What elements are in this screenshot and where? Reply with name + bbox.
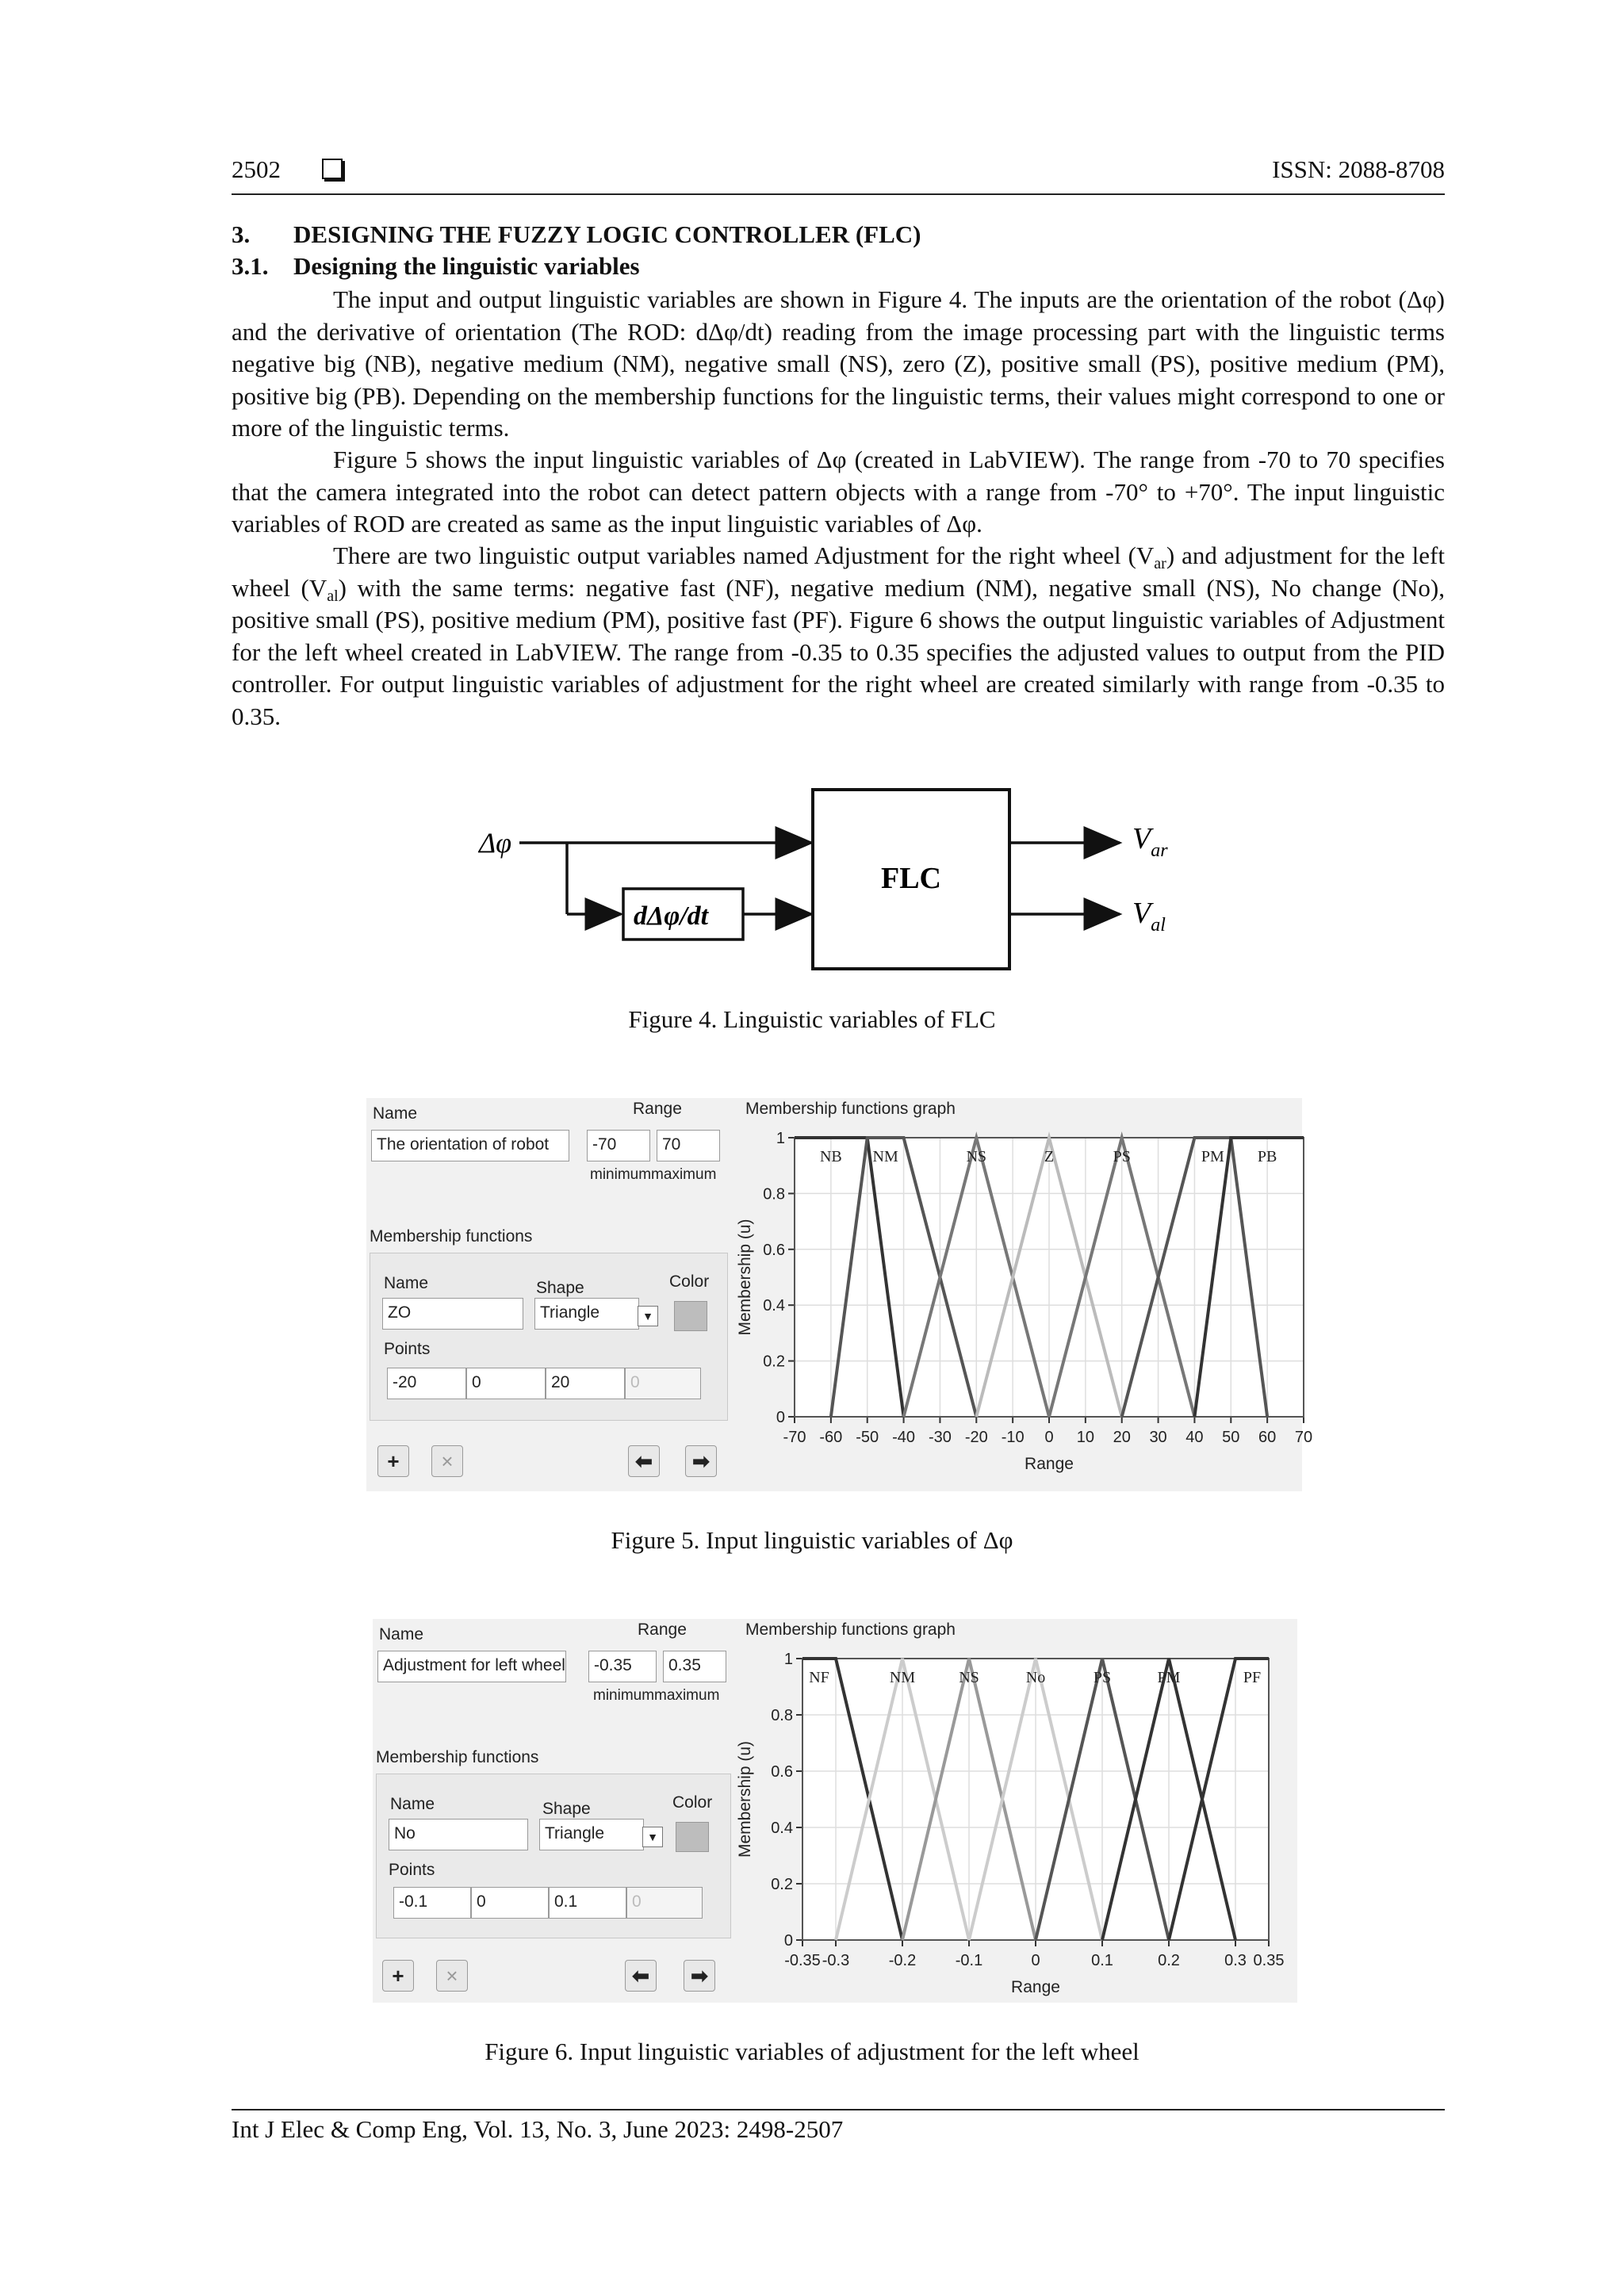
point-input-2[interactable]: 0 [471, 1887, 549, 1919]
y-tick-label: 0.4 [771, 1820, 793, 1837]
figure-6-panel [373, 1619, 1297, 2003]
y-tick-label: 1 [776, 1130, 785, 1147]
x-tick-label: 50 [1222, 1429, 1240, 1446]
y-tick-label: 0.8 [771, 1707, 793, 1724]
x-tick-label: -10 [1001, 1429, 1025, 1446]
series-label-ns: NS [959, 1669, 979, 1686]
name-label: Name [373, 1104, 418, 1123]
series-label-nb: NB [819, 1148, 842, 1165]
paragraph-2: Figure 5 shows the input linguistic variables of Δφ (created in LabVIEW). The range from -70 to 70 specifies that the camera integrated into the robot can detect pattern objects with a range from -70° to +70°. The input linguistic variables of ROD are created as same as the input linguistic variables of Δφ. [232, 446, 1445, 538]
point-input-4[interactable]: 0 [626, 1887, 703, 1919]
color-swatch[interactable] [676, 1822, 709, 1852]
arrow-left-icon[interactable]: ⬅ [625, 1960, 657, 1992]
point-input-1[interactable]: -0.1 [393, 1887, 471, 1919]
subsection-title: Designing the linguistic variables [293, 252, 640, 280]
y-tick-label: 0.2 [763, 1353, 785, 1371]
x-tick-label: -0.1 [955, 1952, 983, 1969]
series-label-ns: NS [966, 1148, 987, 1165]
variable-name-input[interactable]: Adjustment for left wheel [377, 1651, 566, 1682]
figure-6-chart [736, 1619, 1297, 2003]
range-min-input[interactable]: -0.35 [588, 1651, 657, 1682]
point-input-1[interactable]: -20 [387, 1368, 466, 1399]
series-label-ps: PS [1113, 1148, 1131, 1165]
figure-5-panel [366, 1098, 1313, 1491]
range-label: Range [638, 1621, 687, 1639]
point-input-3[interactable]: 0.1 [549, 1887, 626, 1919]
footer-citation: Int J Elec & Comp Eng, Vol. 13, No. 3, June 2023: 2498-2507 [232, 2115, 844, 2143]
mf-label: Membership functions [370, 1227, 533, 1246]
output-val-label: $V_{al}$ [1132, 897, 1166, 936]
series-label-ps: PS [1093, 1669, 1112, 1686]
input-delta-phi-label: Δφ [479, 827, 512, 859]
figure-5-caption: Figure 5. Input linguistic variables of Δφ [611, 1526, 1013, 1554]
y-tick-label: 0 [776, 1409, 785, 1426]
x-tick-label: 30 [1149, 1429, 1167, 1446]
x-tick-label: -30 [928, 1429, 952, 1446]
figure-4-caption: Figure 4. Linguistic variables of FLC [628, 1005, 996, 1033]
arrow-right-icon[interactable]: ➡ [684, 1960, 715, 1992]
figure-4-diagram [444, 777, 1205, 991]
series-label-pm: PM [1201, 1148, 1224, 1165]
figure-5-chart [736, 1098, 1313, 1491]
x-tick-label: -40 [892, 1429, 916, 1446]
square-icon [322, 159, 343, 179]
y-tick-label: 0.6 [771, 1763, 793, 1781]
x-tick-label: 60 [1258, 1429, 1277, 1446]
add-button[interactable]: + [382, 1960, 414, 1992]
series-label-pb: PB [1257, 1148, 1277, 1165]
mf-name-label: Name [384, 1274, 429, 1292]
points-label: Points [384, 1340, 431, 1358]
derivative-label: dΔφ/dt [634, 901, 709, 931]
series-label-nf: NF [809, 1669, 829, 1686]
figure-6-caption: Figure 6. Input linguistic variables of adjustment for the left wheel [485, 2038, 1139, 2065]
point-input-4[interactable]: 0 [625, 1368, 701, 1399]
x-tick-label: -70 [783, 1429, 806, 1446]
y-tick-label: 0.6 [763, 1241, 785, 1259]
x-tick-label: 0.35 [1253, 1952, 1285, 1969]
chevron-down-icon[interactable]: ▼ [638, 1306, 658, 1326]
shape-label: Shape [536, 1279, 584, 1297]
x-tick-label: 10 [1076, 1429, 1094, 1446]
series-label-nm: NM [889, 1669, 916, 1686]
range-max-input[interactable]: 70 [657, 1130, 720, 1161]
flc-label: FLC [881, 862, 941, 895]
x-tick-label: 40 [1185, 1429, 1204, 1446]
shape-label: Shape [542, 1800, 591, 1818]
chevron-down-icon[interactable]: ▼ [642, 1827, 663, 1847]
y-tick-label: 0.2 [771, 1876, 793, 1893]
x-axis-label: Range [1025, 1455, 1074, 1473]
minmax-label: minimummaximum [593, 1687, 720, 1704]
x-tick-label: -0.2 [888, 1952, 917, 1969]
x-tick-label: -0.3 [822, 1952, 850, 1969]
page-number: 2502 [232, 155, 281, 183]
variable-name-input[interactable]: The orientation of robot [371, 1130, 569, 1161]
arrow-right-icon[interactable]: ➡ [685, 1445, 717, 1477]
output-var-label: $V_{ar}$ [1132, 822, 1168, 861]
x-tick-label: -50 [856, 1429, 879, 1446]
range-max-input[interactable]: 0.35 [663, 1651, 726, 1682]
section-number: 3. [232, 220, 251, 248]
mf-label: Membership functions [376, 1748, 539, 1766]
color-swatch[interactable] [674, 1301, 707, 1331]
delete-button[interactable]: × [436, 1960, 468, 1992]
mf-name-input[interactable]: ZO [382, 1298, 523, 1330]
x-tick-label: -20 [964, 1429, 988, 1446]
y-tick-label: 0.4 [763, 1297, 785, 1315]
series-label-pf: PF [1243, 1669, 1262, 1686]
y-tick-label: 1 [783, 1651, 793, 1668]
x-tick-label: 0.2 [1158, 1952, 1180, 1969]
shape-select[interactable]: Triangle [534, 1298, 639, 1330]
color-label: Color [669, 1272, 710, 1291]
x-tick-label: 70 [1294, 1429, 1313, 1446]
y-axis-label: Membership (u) [736, 1740, 754, 1858]
range-label: Range [633, 1100, 682, 1118]
color-label: Color [672, 1793, 713, 1812]
x-axis-label: Range [1011, 1978, 1060, 1996]
subsection-number: 3.1. [232, 252, 269, 280]
add-button[interactable]: + [377, 1445, 409, 1477]
point-input-2[interactable]: 0 [466, 1368, 546, 1399]
range-min-input[interactable]: -70 [587, 1130, 650, 1161]
point-input-3[interactable]: 20 [546, 1368, 625, 1399]
points-label: Points [389, 1861, 435, 1879]
x-tick-label: 0 [1031, 1952, 1040, 1969]
graph-label: Membership functions graph [745, 1100, 956, 1118]
paragraph-3: There are two linguistic output variables named Adjustment for the right wheel $(V_{ar})$ and adjustment for the left wheel $(V_{al})$ with the same terms: negative fast (NF), negative medium (NM), negative small (NS), No change (No), positive small (PS), positive medium (PM), positive fast (PF). Figure 6 shows the output linguistic variables of Adjustment for the left wheel created in LabVIEW. The range from -0.35 to 0.35 specifies the adjusted values to output from the PID controller. For output linguistic variables of adjustment for the right wheel are created similarly with range from -0.35 to 0.35. [232, 541, 1445, 730]
series-label-nm: NM [872, 1148, 898, 1165]
paragraph-1: The input and output linguistic variables are shown in Figure 4. The inputs are the orientation of the robot (Δφ) and the derivative of orientation (The ROD: dΔφ/dt) reading from the image processing part with the linguistic terms negative big (NB), negative medium (NM), negative small (NS), zero (Z), positive small (PS), positive medium (PM), positive big (PB). Depending on the membership functions for the linguistic terms, their values might correspond to one or more of the linguistic terms. [232, 285, 1445, 442]
section-title: DESIGNING THE FUZZY LOGIC CONTROLLER (FLC) [293, 220, 921, 248]
footer-rule [232, 2109, 1445, 2110]
x-tick-label: -60 [819, 1429, 843, 1446]
mf-name-label: Name [390, 1795, 435, 1813]
issn: ISSN: 2088-8708 [1272, 155, 1445, 183]
x-tick-label: 20 [1113, 1429, 1131, 1446]
series-label-z: Z [1044, 1148, 1055, 1165]
name-label: Name [379, 1625, 424, 1644]
minmax-label: minimummaximum [590, 1166, 717, 1183]
x-tick-label: 0.1 [1091, 1952, 1113, 1969]
y-axis-label: Membership (u) [736, 1219, 754, 1336]
x-tick-label: 0 [1044, 1429, 1054, 1446]
series-label-pm: PM [1157, 1669, 1181, 1686]
delete-button[interactable]: × [431, 1445, 463, 1477]
y-tick-label: 0.8 [763, 1185, 785, 1203]
x-tick-label: 0.3 [1224, 1952, 1247, 1969]
header-rule [232, 193, 1445, 195]
y-tick-label: 0 [783, 1932, 793, 1950]
graph-label: Membership functions graph [745, 1621, 956, 1639]
mf-name-input[interactable]: No [389, 1819, 528, 1850]
shape-select[interactable]: Triangle [539, 1819, 644, 1850]
series-label-no: No [1025, 1669, 1046, 1686]
arrow-left-icon[interactable]: ⬅ [628, 1445, 660, 1477]
x-tick-label: -0.35 [784, 1952, 821, 1969]
